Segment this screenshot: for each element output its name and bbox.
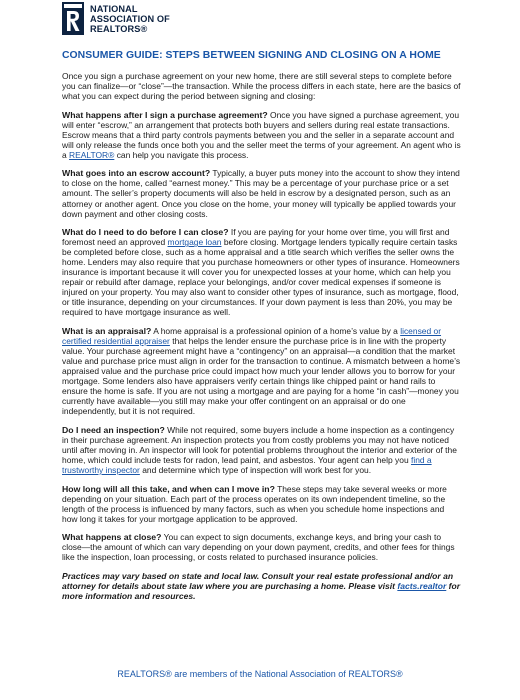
logo-line-3: REALTORS®	[90, 24, 148, 34]
section-escrow-after	[62, 110, 462, 160]
realtor-link[interactable]: REALTOR®	[69, 149, 115, 160]
logo-line-2: ASSOCIATION OF	[90, 14, 170, 24]
section-question: What goes into an escrow account?	[62, 168, 211, 179]
section-text: Once you have signed a purchase agreement, you will enter “escrow,” an arrangement that protects both buyers and sellers during real estate transactions. Escrow means that a third party controls payments between you and the seller in a separate account and will only release the funds once both you and the seller meet the terms of your agreement. An agent who is a	[62, 109, 461, 160]
intro-paragraph: Once you sign a purchase agreement on your new home, there are still several steps to complete before you can finalize—or “close”—the transaction. While the process differs in each state, here are the basics of what you can expect during the period between signing and closing:	[62, 71, 461, 102]
closing-text: Practices may vary based on state and local law. Consult your real estate professional and/or an attorney for details about state law where you are purchasing a home. Please visit	[62, 571, 454, 592]
section-escrow-account	[62, 168, 462, 218]
closing-text-end: for more information and resources.	[62, 581, 461, 602]
section-text: While not required, some buyers include a home inspection as a contingency in their purchase agreement. An inspection protects you from costly problems you may not have noticed until after moving in. An inspector will look for potential problems throughout the interior and exterior of the home, which could include tests for radon, lead paint, and asbestos. Your agent can help you	[62, 424, 457, 466]
section-question: Do I need an inspection?	[62, 424, 165, 435]
section-question: What happens after I sign a purchase agreement?	[62, 109, 268, 120]
section-inspection	[62, 425, 462, 475]
section-text: can help you navigate this process.	[114, 149, 249, 160]
inspector-link[interactable]: find a trustworthy inspector	[62, 455, 432, 476]
mortgage-loan-link[interactable]: mortgage loan	[167, 237, 222, 248]
logo-line-1: NATIONAL	[90, 4, 138, 14]
section-timeline	[62, 484, 462, 524]
section-question: What happens at close?	[62, 532, 162, 543]
page-title: CONSUMER GUIDE: STEPS BETWEEN SIGNING AND CLOSING ON A HOME	[62, 50, 441, 61]
guide-body	[62, 71, 462, 610]
closing-note	[62, 571, 462, 601]
realtor-r-block-icon	[62, 2, 84, 35]
appraiser-link[interactable]: licensed or certified residential appraiser	[62, 326, 442, 347]
facts-realtor-link[interactable]: facts.realtor	[397, 581, 447, 592]
section-before-close	[62, 227, 462, 317]
section-text: that helps the lender ensure the purchase price is in line with the property value. Your purchase agreement might have a “contingency” on an appraisal—a condition that the market value and purchase price must align in order for the transaction to continue. A mismatch between a home’s appraised value and the purchase price could impact how much your lender allows you to borrow for your mortgage. Some lenders also have appraisers verify certain things like chipped paint or hand rails to ensure the home is safe. If you are not using a mortgage and are paying for a home “in cash”—money you currently have available—you still may make your offer contingent on an appraisal or do one independently, but it is not required.	[62, 336, 461, 417]
nar-logo	[62, 2, 170, 35]
section-text: A home appraisal is a professional opinion of a home’s value by a	[151, 326, 401, 337]
logo-wordmark	[90, 4, 170, 34]
section-text: before closing. Mortgage lenders typically require certain tasks be completed before close, such as a home appraisal and a title search which verifies the seller owns the home. Lenders may also require that you purchase homeowners or other types of insurance. Homeowners insurance is important because it will cover you for unexpected losses at your home, which can help you repair or rebuild after damage, replace your belongings, and/or cover medical expenses if someone is injured on your property. You may also want to consider other types of insurance, such as mortgage, flood, or title insurance, depending on your circumstances. If your down payment is less than 20%, you may be required to have mortgage insurance as well.	[62, 237, 460, 318]
section-text: If you are paying for your home over time, you will first and foremost need an approved	[62, 227, 450, 248]
section-appraisal	[62, 326, 462, 416]
section-text: and determine which type of inspection will work best for you.	[139, 465, 372, 476]
page-footer: REALTORS® are members of the National Association of REALTORS®	[117, 669, 403, 679]
section-text: You can expect to sign documents, exchange keys, and bring your cash to close—the amount of which can vary depending on your down payment, credits, and other fees for things like the inspection, loan processing, or costs related to purchased insurance policies.	[62, 532, 455, 563]
section-at-close	[62, 532, 462, 562]
section-question: What do I need to do before I can close?	[62, 227, 229, 238]
section-question: What is an appraisal?	[62, 326, 152, 337]
section-text: These steps may take several weeks or more depending on your situation. Each part of the process operates on its own independent timeline, so the length of the process is influenced by many factors, such as when you schedule home inspections and how long it takes for your mortgage application to be approved.	[62, 483, 447, 524]
section-text: Typically, a buyer puts money into the account to show they intend to close on the home, called “earnest money.” This may be a percentage of your purchase price or a set amount. The seller’s property documents will also be held in escrow by a designated person, such as an attorney or another agent. Once you close on the home, your money will typically be applied towards your down payment and other closing costs.	[62, 168, 460, 219]
section-question: How long will all this take, and when can I move in?	[62, 483, 275, 494]
